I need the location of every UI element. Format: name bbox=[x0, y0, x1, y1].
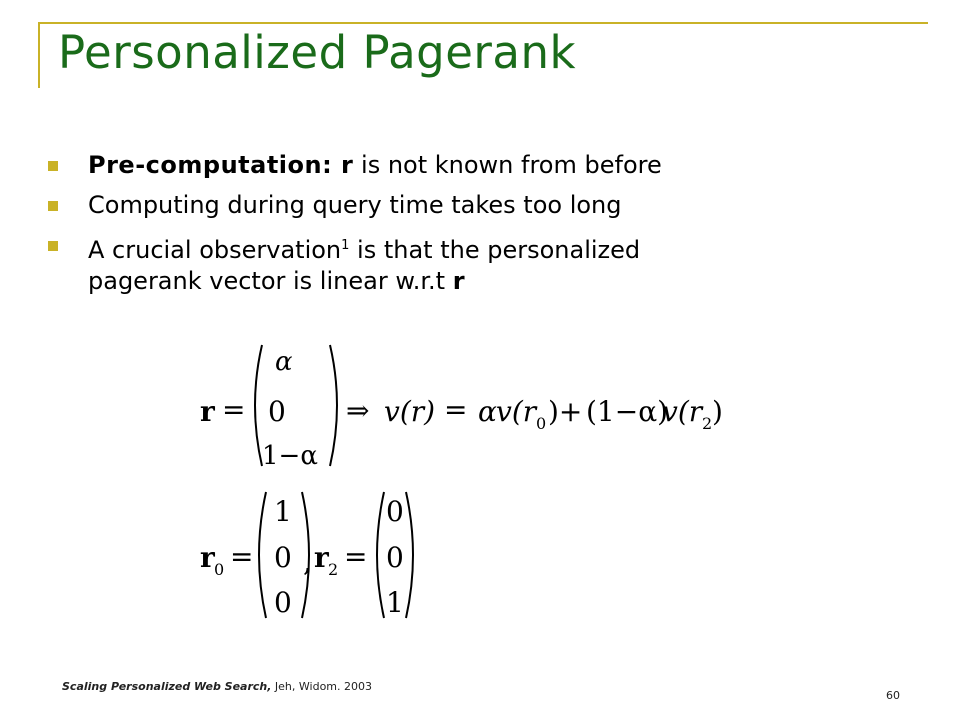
eq1-equals-2: = bbox=[444, 393, 468, 426]
eq2-vec0-entry: 0 bbox=[274, 586, 292, 619]
equation-2 bbox=[200, 492, 413, 619]
eq2-vec2-entry: 0 bbox=[386, 495, 404, 528]
page-number: 60 bbox=[886, 689, 900, 702]
eq1-close: ) bbox=[712, 395, 723, 428]
eq1-alpha: α bbox=[478, 395, 497, 428]
footnote-marker: 1 bbox=[341, 238, 350, 253]
footer-citation bbox=[62, 680, 372, 693]
eq1-plus: )+ bbox=[548, 395, 583, 428]
eq1-coef: (1−α) bbox=[586, 395, 669, 428]
eq2-sub-0: 0 bbox=[214, 560, 225, 579]
frame-top-rule bbox=[38, 22, 928, 24]
equation-1 bbox=[200, 345, 723, 471]
implies-arrow: ⇒ bbox=[346, 394, 370, 427]
eq2-r0: r bbox=[200, 541, 215, 574]
eq1-sub-2: 2 bbox=[702, 414, 713, 433]
eq2-right-paren bbox=[302, 492, 309, 618]
eq2-vec2-entry: 1 bbox=[386, 586, 404, 619]
bullet-marker bbox=[48, 161, 58, 171]
bullet-text: pagerank vector is linear w.r.t bbox=[88, 267, 453, 295]
citation-title: Scaling Personalized Web Search, bbox=[62, 680, 272, 693]
bullet-text: is not known from before bbox=[353, 151, 662, 179]
eq1-right-paren bbox=[330, 345, 337, 466]
eq2-vec2-entry: 0 bbox=[386, 541, 404, 574]
eq1-lhs: r bbox=[200, 395, 215, 428]
eq1-v-r2: v(r bbox=[662, 395, 703, 428]
slide-title: Personalized Pagerank bbox=[58, 26, 577, 79]
eq2-r2: r bbox=[314, 541, 329, 574]
eq2-right-paren-2 bbox=[406, 492, 413, 618]
eq2-equals: = bbox=[230, 540, 254, 573]
eq2-comma: , bbox=[303, 545, 312, 578]
eq2-left-paren-2 bbox=[377, 492, 384, 618]
bullet-item bbox=[48, 150, 928, 181]
bullet-text: is that the personalized bbox=[349, 236, 641, 264]
eq2-vec0-entry: 0 bbox=[274, 541, 292, 574]
eq1-vector-entry: 0 bbox=[268, 395, 286, 428]
eq1-v-of-r: v(r) bbox=[384, 395, 436, 428]
bullet-strong: r bbox=[452, 267, 466, 295]
eq2-equals-2: = bbox=[344, 540, 368, 573]
bullet-item bbox=[48, 190, 928, 221]
eq2-vec0-entry: 1 bbox=[274, 495, 292, 528]
eq1-vector-entry: α bbox=[275, 347, 293, 377]
bullet-strong: Pre-computation: r bbox=[88, 151, 354, 179]
eq1-equals: = bbox=[222, 393, 246, 426]
bullet-marker bbox=[48, 241, 58, 251]
bullet-marker bbox=[48, 201, 58, 211]
eq1-sub-0: 0 bbox=[536, 414, 547, 433]
eq1-vector-entry: 1−α bbox=[262, 441, 318, 471]
bullet-text: Computing during query time takes too long bbox=[88, 191, 622, 219]
eq1-v-r0: v(r bbox=[496, 395, 537, 428]
bullet-item bbox=[48, 230, 928, 297]
eq1-left-paren bbox=[255, 345, 262, 466]
citation-authors: Jeh, Widom. 2003 bbox=[271, 680, 373, 693]
bullet-list bbox=[48, 150, 928, 306]
bullet-text: A crucial observation bbox=[88, 236, 342, 264]
eq2-left-paren bbox=[259, 492, 266, 618]
frame-left-rule bbox=[38, 22, 40, 88]
eq2-sub-2: 2 bbox=[328, 560, 339, 579]
